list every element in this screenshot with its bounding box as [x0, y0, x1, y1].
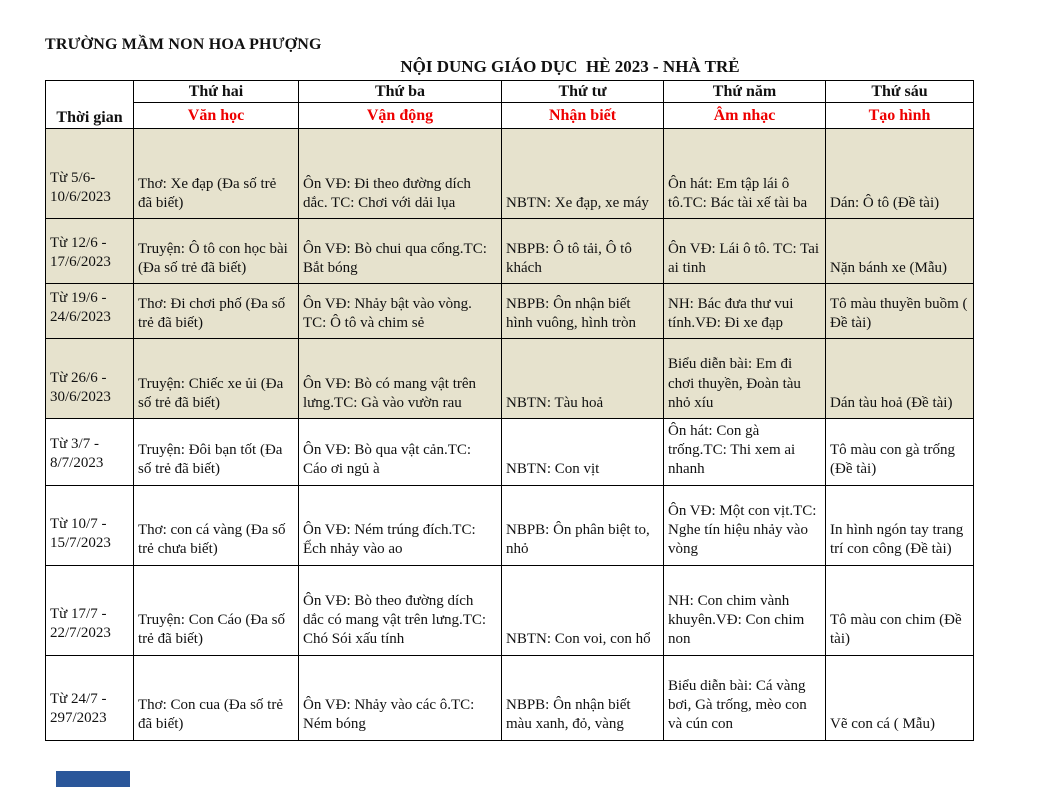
cell-nhan-biet: NBTN: Con vịt: [502, 419, 664, 486]
cell-van-hoc: Truyện: Con Cáo (Đa số trẻ đã biết): [134, 565, 299, 655]
day-header-monday: Thứ hai: [134, 81, 299, 103]
time-cell: Từ 5/6-10/6/2023: [46, 129, 134, 219]
cell-van-dong: Ôn VĐ: Nhảy vào các ô.TC: Ném bóng: [299, 655, 502, 740]
schedule-table: [45, 80, 974, 741]
cell-am-nhac: Ôn VĐ: Lái ô tô. TC: Tai ai tinh: [664, 219, 826, 284]
table-row-week4: [46, 339, 974, 419]
cell-tao-hinh: In hình ngón tay trang trí con công (Đề tài): [826, 485, 974, 565]
cell-am-nhac: NH: Con chim vành khuyên.VĐ: Con chim non: [664, 565, 826, 655]
cell-van-dong: Ôn VĐ: Ném trúng đích.TC: Ếch nhảy vào ao: [299, 485, 502, 565]
table-row-week6: [46, 485, 974, 565]
cell-nhan-biet: NBPB: Ôn nhận biết hình vuông, hình tròn: [502, 284, 664, 339]
day-header-row: [46, 81, 974, 103]
time-column-header: Thời gian: [46, 81, 134, 129]
cell-am-nhac: Ôn hát: Em tập lái ô tô.TC: Bác tài xế tài ba: [664, 129, 826, 219]
cell-am-nhac: Biểu diễn bài: Cá vàng bơi, Gà trống, mèo con và cún con: [664, 655, 826, 740]
cell-am-nhac: Ôn VĐ: Một con vịt.TC: Nghe tín hiệu nhảy vào vòng: [664, 485, 826, 565]
table-row-week2: [46, 219, 974, 284]
time-cell: Từ 26/6 - 30/6/2023: [46, 339, 134, 419]
subject-header-tao-hinh: Tạo hình: [826, 103, 974, 129]
subject-header-row: [46, 103, 974, 129]
day-header-thursday: Thứ năm: [664, 81, 826, 103]
cell-nhan-biet: NBPB: Ôn phân biệt to, nhỏ: [502, 485, 664, 565]
cell-van-dong: Ôn VĐ: Nhảy bật vào vòng. TC: Ô tô và chim sẻ: [299, 284, 502, 339]
cell-van-dong: Ôn VĐ: Bò có mang vật trên lưng.TC: Gà vào vườn rau: [299, 339, 502, 419]
subject-header-van-dong: Vận động: [299, 103, 502, 129]
time-cell: Từ 19/6 - 24/6/2023: [46, 284, 134, 339]
cell-van-hoc: Truyện: Đôi bạn tốt (Đa số trẻ đã biết): [134, 419, 299, 486]
cell-tao-hinh: Dán tàu hoả (Đề tài): [826, 339, 974, 419]
subject-header-am-nhac: Âm nhạc: [664, 103, 826, 129]
cell-van-hoc: Thơ: con cá vàng (Đa số trẻ chưa biết): [134, 485, 299, 565]
cell-nhan-biet: NBTN: Con voi, con hổ: [502, 565, 664, 655]
cell-tao-hinh: Dán: Ô tô (Đề tài): [826, 129, 974, 219]
time-cell: Từ 3/7 - 8/7/2023: [46, 419, 134, 486]
cell-nhan-biet: NBPB: Ôn nhận biết màu xanh, đỏ, vàng: [502, 655, 664, 740]
cell-tao-hinh: Tô màu con chim (Đề tài): [826, 565, 974, 655]
cell-van-dong: Ôn VĐ: Đi theo đường dích dắc. TC: Chơi với dải lụa: [299, 129, 502, 219]
blue-rectangle-decoration: [56, 771, 130, 787]
cell-am-nhac: NH: Bác đưa thư vui tính.VĐ: Đi xe đạp: [664, 284, 826, 339]
cell-tao-hinh: Nặn bánh xe (Mẫu): [826, 219, 974, 284]
subject-header-nhan-biet: Nhận biết: [502, 103, 664, 129]
day-header-friday: Thứ sáu: [826, 81, 974, 103]
cell-nhan-biet: NBTN: Tàu hoả: [502, 339, 664, 419]
cell-tao-hinh: Tô màu con gà trống (Đề tài): [826, 419, 974, 486]
table-row-week8: [46, 655, 974, 740]
cell-van-hoc: Thơ: Con cua (Đa số trẻ đã biết): [134, 655, 299, 740]
cell-am-nhac: Biểu diễn bài: Em đi chơi thuyền, Đoàn tàu nhỏ xíu: [664, 339, 826, 419]
time-cell: Từ 24/7 - 297/2023: [46, 655, 134, 740]
cell-van-hoc: Thơ: Đi chơi phố (Đa số trẻ đã biết): [134, 284, 299, 339]
cell-van-dong: Ôn VĐ: Bò theo đường dích dắc có mang vật trên lưng.TC: Chó Sói xấu tính: [299, 565, 502, 655]
day-header-tuesday: Thứ ba: [299, 81, 502, 103]
cell-tao-hinh: Tô màu thuyền buồm ( Đề tài): [826, 284, 974, 339]
subject-header-van-hoc: Văn học: [134, 103, 299, 129]
time-cell: Từ 10/7 - 15/7/2023: [46, 485, 134, 565]
table-row-week5: [46, 419, 974, 486]
day-header-wednesday: Thứ tư: [502, 81, 664, 103]
time-cell: Từ 12/6 - 17/6/2023: [46, 219, 134, 284]
cell-nhan-biet: NBTN: Xe đạp, xe máy: [502, 129, 664, 219]
table-row-week1: [46, 129, 974, 219]
cell-am-nhac: Ôn hát: Con gà trống.TC: Thi xem ai nhanh: [664, 419, 826, 486]
cell-nhan-biet: NBPB: Ô tô tải, Ô tô khách: [502, 219, 664, 284]
cell-van-hoc: Truyện: Chiếc xe ủi (Đa số trẻ đã biết): [134, 339, 299, 419]
table-row-week3: [46, 284, 974, 339]
cell-van-dong: Ôn VĐ: Bò chui qua cổng.TC: Bắt bóng: [299, 219, 502, 284]
table-row-week7: [46, 565, 974, 655]
school-name: TRƯỜNG MẦM NON HOA PHƯỢNG: [45, 36, 322, 53]
document-title: NỘI DUNG GIÁO DỤC HÈ 2023 - NHÀ TRẺ: [400, 57, 740, 76]
cell-van-hoc: Truyện: Ô tô con học bài (Đa số trẻ đã biết): [134, 219, 299, 284]
cell-van-dong: Ôn VĐ: Bò qua vật cản.TC: Cáo ơi ngủ à: [299, 419, 502, 486]
cell-tao-hinh: Vẽ con cá ( Mẫu): [826, 655, 974, 740]
cell-van-hoc: Thơ: Xe đạp (Đa số trẻ đã biết): [134, 129, 299, 219]
time-cell: Từ 17/7 - 22/7/2023: [46, 565, 134, 655]
